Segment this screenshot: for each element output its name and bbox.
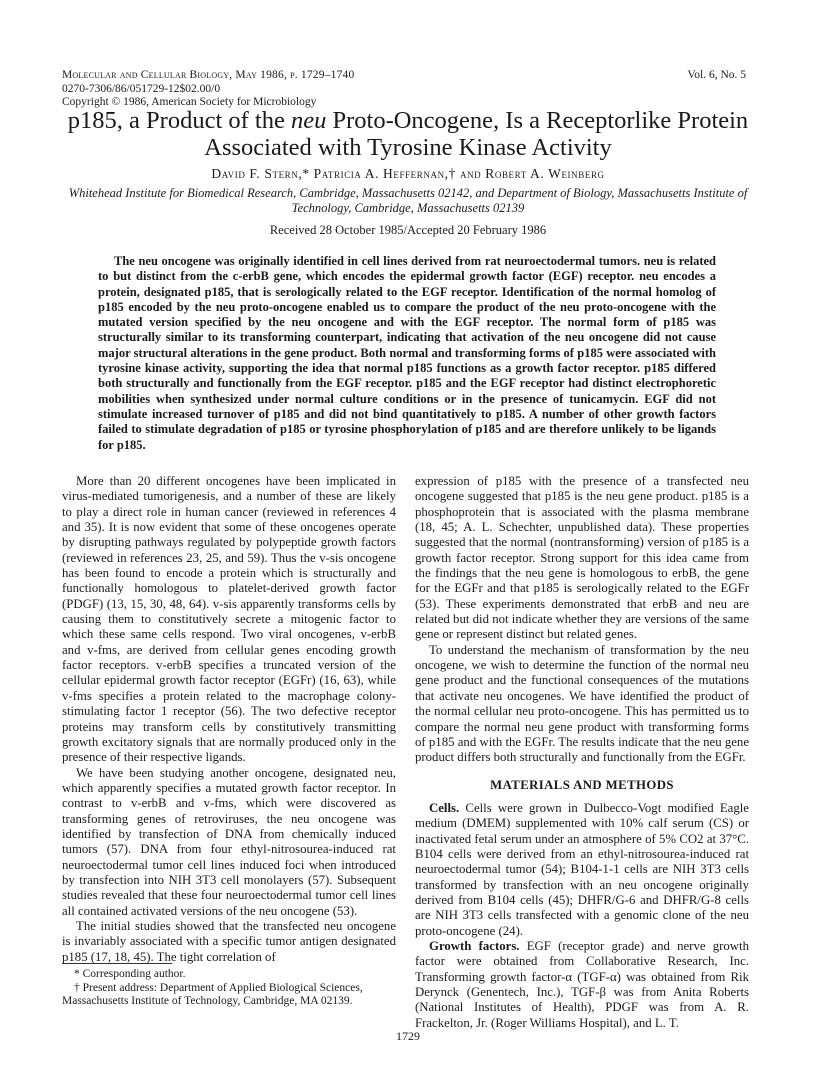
affiliation: Whitehead Institute for Biomedical Research, Cambridge, Massachusetts 02142, and Department of Biology, Massachusetts Institute of Technology, Cambridge, Massachusetts 02139 bbox=[68, 186, 748, 215]
copyright: Copyright © 1986, American Society for Microbiology bbox=[62, 96, 317, 108]
section-heading: MATERIALS AND METHODS bbox=[490, 777, 674, 792]
page-number: 1729 bbox=[396, 1029, 420, 1043]
journal-citation: Molecular and Cellular Biology, May 1986, p. 1729–1740 bbox=[62, 69, 355, 81]
paragraph: More than 20 different oncogenes have been implicated in virus-mediated tumorigenesis, and a number of these are likely to play a direct role in human cancer (reviewed in references 4 and 35). It is now evident that some of these oncogenes operate by disrupting pathways regulated by polypeptide growth factors (reviewed in references 23, 25, and 59). Thus the v-sis oncogene has been found to encode a protein which is structurally and functionally homologous to platelet-derived growth factor (PDGF) (13, 15, 30, 48, 64). v-sis apparently transforms cells by causing them to constitutively secrete a mitogenic factor to which these same cells respond. Two viral oncogenes, v-erbB and v-fms, are derived from cellular genes encoding growth factor receptors. v-erbB specifies a truncated version of the cellular epidermal growth factor receptor (EGFr) (16, 63), while v-fms specifies a protein related to the macrophage colony-stimulating factor 1 receptor (56). The two defective receptor proteins may transform cells by constitutively transmitting growth excitatory signals that are normally produced only in the presence of their respective ligands. bbox=[62, 474, 396, 765]
paragraph: The initial studies showed that the transfected neu oncogene is invariably associated with a specific tumor antigen designated p185 (17, 18, 45). The tight correlation of bbox=[62, 918, 396, 964]
paragraph: Growth factors. EGF (receptor grade) and nerve growth factor were obtained from Collaborative Research, Inc. Transforming growth factor-α (TGF-α) was obtained from Rik Derynck (Genentech, Inc.), TGF-β was from Anita Roberts (National Institutes of Health), PDGF was from A. R. Frackelton, Jr. (Roger Williams Hospital), and L. T. bbox=[415, 938, 749, 1030]
paragraph: Cells. Cells were grown in Dulbecco-Vogt modified Eagle medium (DMEM) supplemented with 10% calf serum (CS) or inactivated fetal serum under an atmosphere of 5% CO2 at 37°C. B104 cells were derived from an ethyl-nitrosourea-induced rat neuroectodermal tumor (54); B104-1-1 cells are NIH 3T3 cells transformed by transfection with an neu oncogene originally derived from B104 cells (45); DHFR/G-6 and DHFR/G-8 cells are NIH 3T3 cells transfected with a genomic clone of the neu proto-oncogene (24). bbox=[415, 800, 749, 938]
article-title: p185, a Product of the neu Proto-Oncogene, Is a Receptorlike Protein Associated with Tyrosine Kinase Activity bbox=[67, 107, 749, 161]
authors: David F. Stern,* Patricia A. Heffernan,† and Robert A. Weinberg bbox=[211, 166, 605, 181]
volume-issue: Vol. 6, No. 5 bbox=[687, 69, 746, 81]
abstract: The neu oncogene was originally identified in cell lines derived from rat neuroectodermal tumors. neu is related to but distinct from the c-erbB gene, which encodes the epidermal growth factor (EGF) receptor. neu encodes a protein, designated p185, that is serologically related to the EGF receptor. Identification of the normal homolog of p185 encoded by the neu proto-oncogene enabled us to compare the product of the neu proto-oncogene with the mutated version specified by the neu oncogene and with the EGF receptor. The normal form of p185 was structurally similar to its transforming counterpart, indicating that activation of the neu oncogene did not cause major structural alterations in the gene product. Both normal and transforming forms of p185 were associated with tyrosine kinase activity, supporting the idea that normal p185 functions as a growth factor receptor. p185 differed both structurally and functionally from the EGF receptor. p185 and the EGF receptor had distinct electrophoretic mobilities when synthesized under normal culture conditions or in the presence of tunicamycin. EGF did not stimulate increased turnover of p185 and did not bind quantitatively to p185. A number of other growth factors failed to stimulate degradation of p185 or tyrosine phosphorylation of p185 and are therefore unlikely to be ligands for p185. bbox=[98, 254, 716, 452]
footnotes bbox=[62, 968, 396, 1009]
footnote-rule bbox=[62, 963, 172, 964]
paragraph: To understand the mechanism of transformation by the neu oncogene, we wish to determine the function of the normal neu gene product and the functional consequences of the mutations that activate neu oncogenes. We have identified the product of the normal cellular neu proto-oncogene. This has permitted us to compare the normal neu gene product with transforming forms of p185 and with the EGFr. The results indicate that the neu gene product differs both structurally and functionally from the EGFr. bbox=[415, 642, 749, 765]
running-header bbox=[62, 69, 746, 110]
footnote: * Corresponding author. bbox=[74, 968, 186, 980]
body-column-left bbox=[62, 474, 396, 965]
article-code: 0270-7306/86/051729-12$02.00/0 bbox=[62, 82, 221, 95]
paragraph: We have been studying another oncogene, designated neu, which apparently specifies a mutated growth factor receptor. In contrast to v-erbB and v-fms, which were discovered as transforming genes of retroviruses, the neu oncogene was identified by transfection of DNA from chemically induced tumors (57). DNA from four ethyl-nitrosourea-induced rat neuroectodermal tumor cell lines induced foci when introduced by transfection into NIH 3T3 cell monolayers (57). Subsequent studies revealed that these four neuroectodermal tumor cell lines all contained activated versions of the neu oncogene (53). bbox=[62, 765, 396, 918]
received-date: Received 28 October 1985/Accepted 20 February 1986 bbox=[269, 223, 547, 237]
body-column-right bbox=[415, 474, 749, 1031]
paragraph: expression of p185 with the presence of a transfected neu oncogene suggested that p185 is the neu gene product. p185 is a phosphoprotein that is associated with the plasma membrane (18, 45; A. L. Schechter, unpublished data). These properties suggested that the normal (nontransforming) version of p185 is a growth factor receptor. Strong support for this idea came from the findings that the neu gene is homologous to erbB, the gene for the EGFr and that p185 is serologically related to the EGFr (53). These experiments demonstrated that erbB and neu are related but did not indicate whether they are versions of the same gene or represent distinct but related genes. bbox=[415, 474, 749, 642]
footnote: † Present address: Department of Applied Biological Sciences, Massachusetts Institute of Technology, Cambridge, MA 02139. bbox=[62, 981, 363, 1007]
